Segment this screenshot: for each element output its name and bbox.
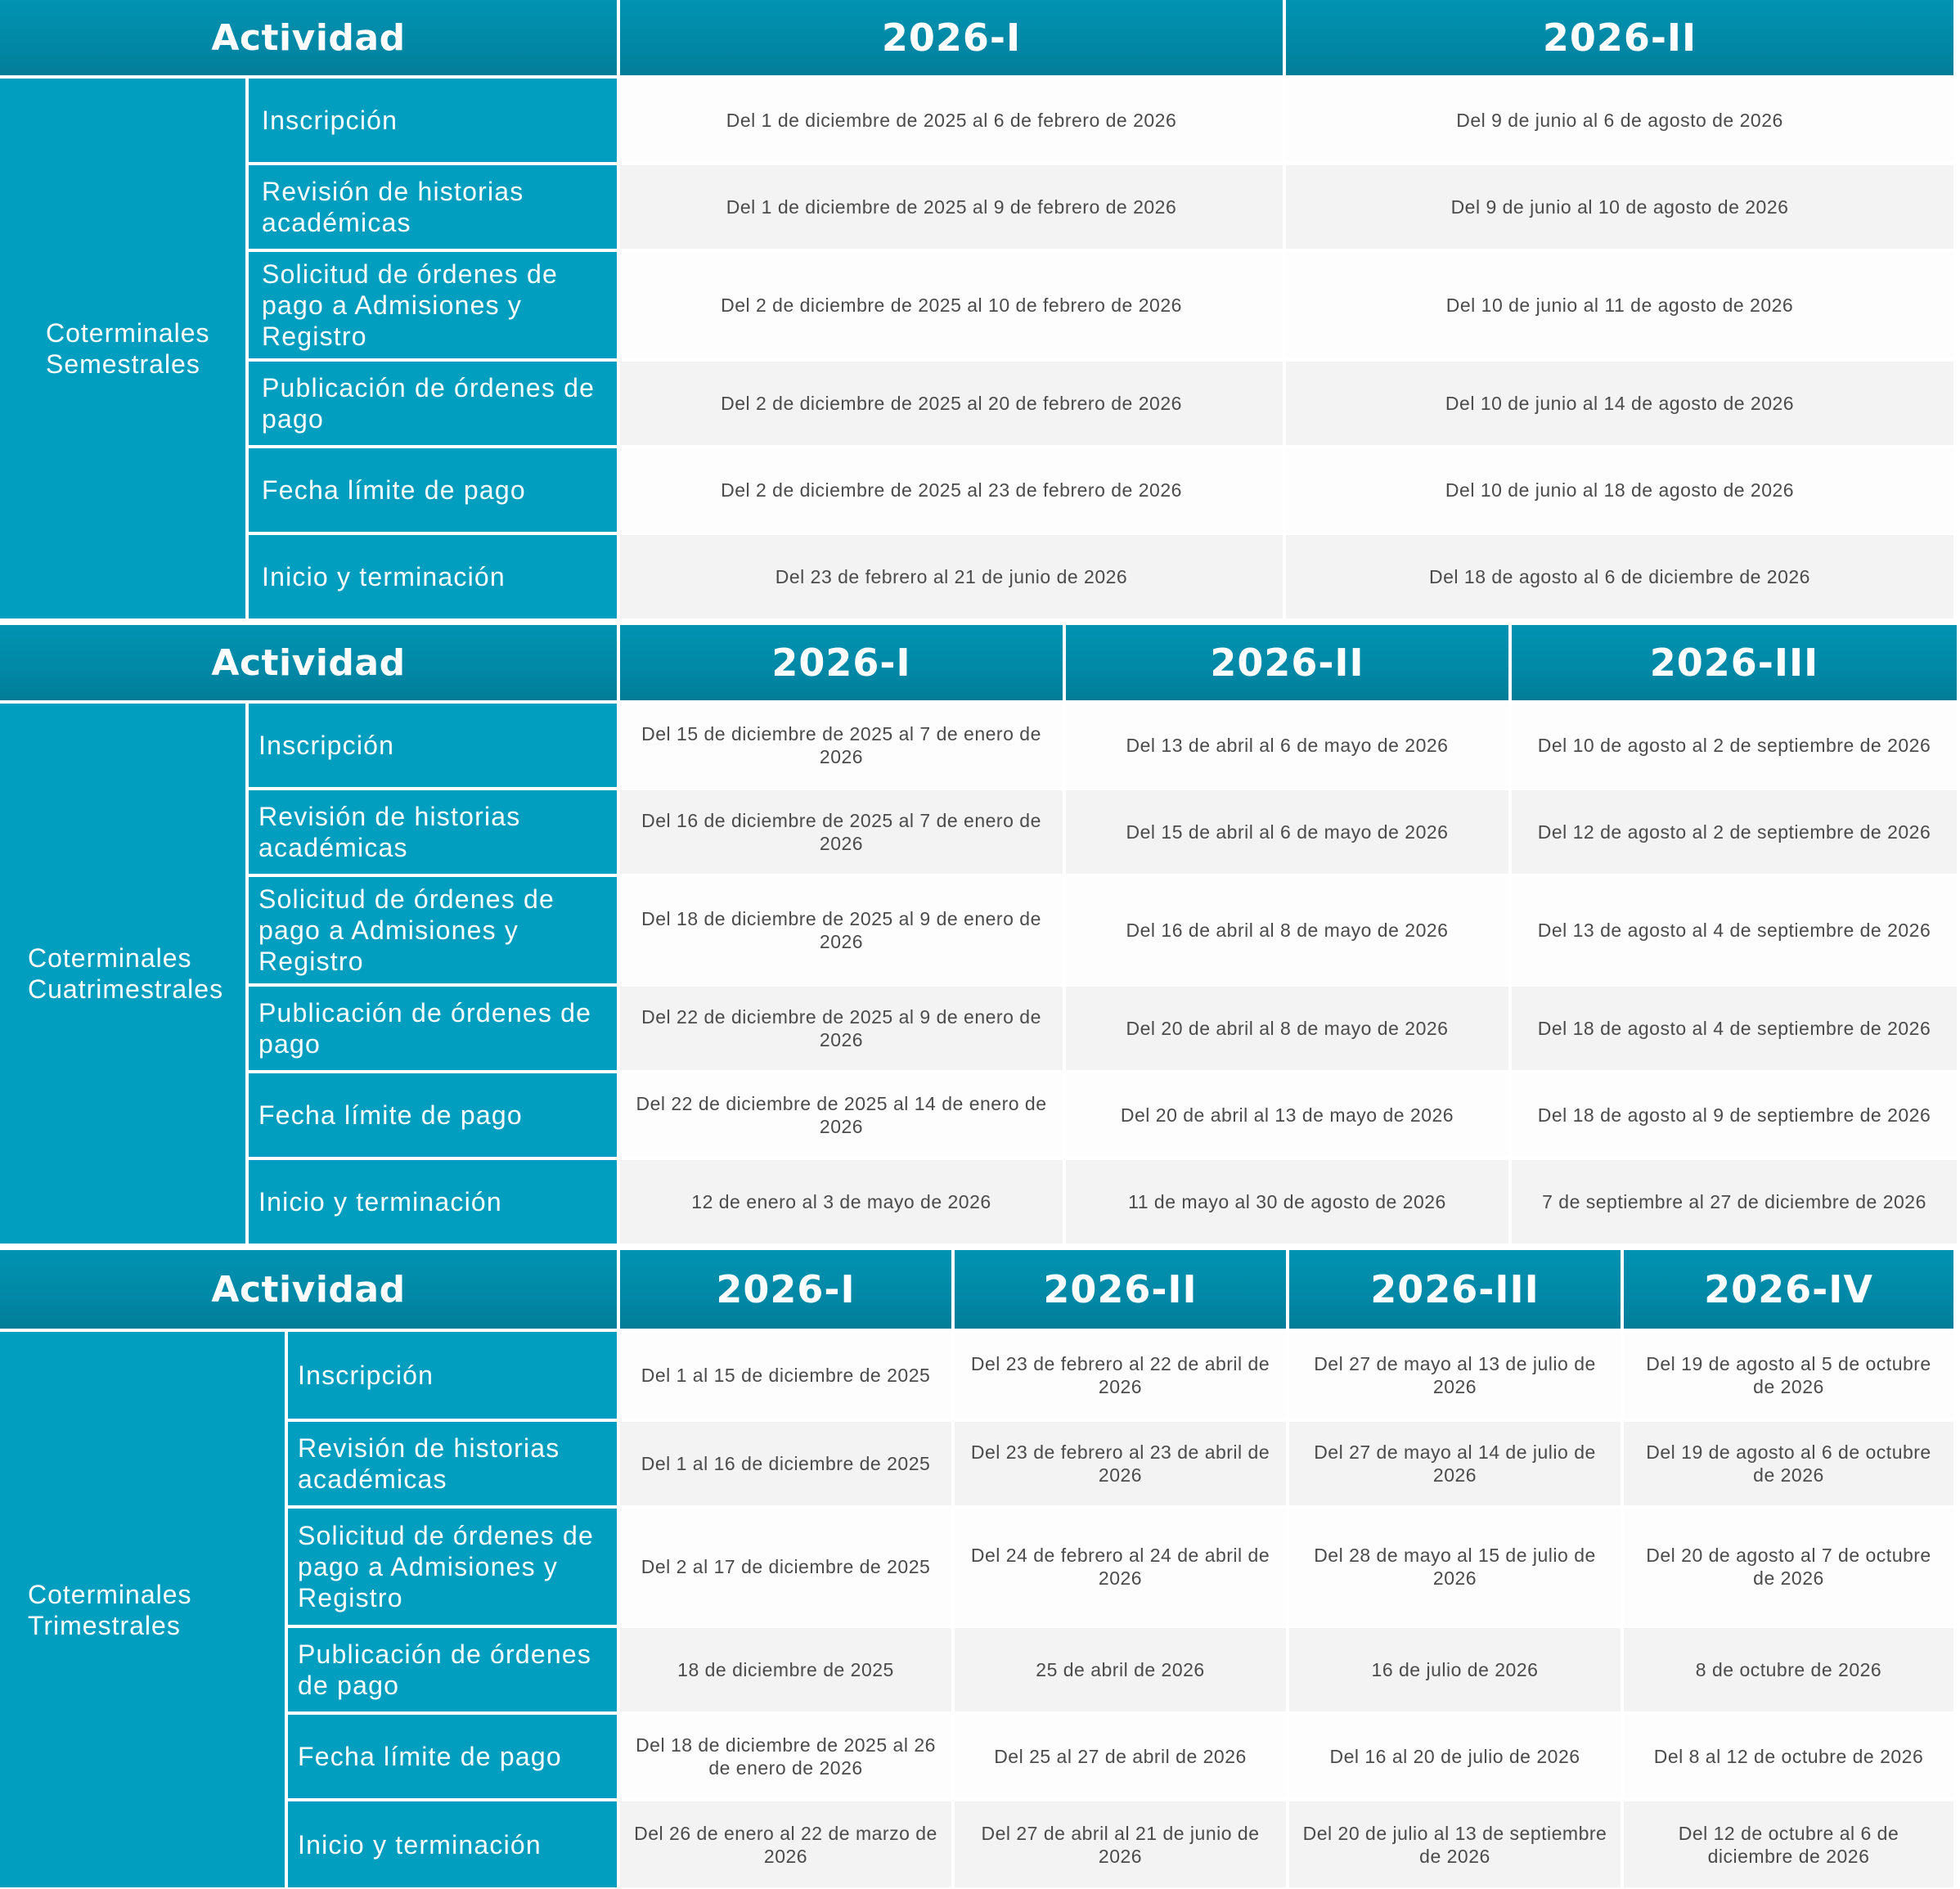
header-period: 2026-II: [1286, 0, 1953, 75]
date-cell: Del 1 de diciembre de 2025 al 6 de febrero de 2026: [620, 79, 1283, 162]
group-label: Coterminales Cuatrimestrales: [0, 704, 245, 1244]
date-cell: Del 2 de diciembre de 2025 al 10 de febrero de 2026: [620, 252, 1283, 358]
date-cell: Del 10 de junio al 11 de agosto de 2026: [1286, 252, 1953, 358]
header-period: 2026-III: [1512, 625, 1957, 700]
header-period: 2026-III: [1289, 1250, 1621, 1329]
header-activity: Actividad: [0, 625, 617, 700]
group-label: Coterminales Semestrales: [0, 79, 245, 618]
date-cell: 11 de mayo al 30 de agosto de 2026: [1066, 1160, 1508, 1244]
header-activity: Actividad: [0, 0, 617, 75]
date-cell: Del 10 de junio al 18 de agosto de 2026: [1286, 448, 1953, 532]
date-cell: Del 8 al 12 de octubre de 2026: [1624, 1715, 1953, 1798]
date-cell: Del 28 de mayo al 15 de julio de 2026: [1289, 1509, 1621, 1625]
activity-label: Fecha límite de pago: [288, 1715, 617, 1798]
date-cell: Del 27 de abril al 21 de junio de 2026: [955, 1801, 1286, 1887]
activity-label: Inicio y terminación: [288, 1801, 617, 1887]
date-cell: Del 20 de agosto al 7 de octubre de 2026: [1624, 1509, 1953, 1625]
date-cell: Del 22 de diciembre de 2025 al 14 de enero de 2026: [620, 1073, 1063, 1157]
header-period: 2026-I: [620, 625, 1063, 700]
date-cell: Del 19 de agosto al 5 de octubre de 2026: [1624, 1332, 1953, 1419]
date-cell: Del 9 de junio al 6 de agosto de 2026: [1286, 79, 1953, 162]
date-cell: Del 13 de abril al 6 de mayo de 2026: [1066, 704, 1508, 787]
activity-label: Inicio y terminación: [249, 535, 617, 618]
date-cell: Del 1 al 16 de diciembre de 2025: [620, 1422, 951, 1505]
date-cell: 18 de diciembre de 2025: [620, 1628, 951, 1711]
date-cell: Del 16 de abril al 8 de mayo de 2026: [1066, 877, 1508, 983]
date-cell: Del 12 de octubre al 6 de diciembre de 2026: [1624, 1801, 1953, 1887]
date-cell: Del 20 de julio al 13 de septiembre de 2026: [1289, 1801, 1621, 1887]
table-trimestrales: [0, 1250, 1960, 1887]
date-cell: Del 26 de enero al 22 de marzo de 2026: [620, 1801, 951, 1887]
activity-label: Solicitud de órdenes de pago a Admisiones y Registro: [249, 252, 617, 358]
activity-label: Inscripción: [249, 704, 617, 787]
header-period: 2026-IV: [1624, 1250, 1953, 1329]
date-cell: 16 de julio de 2026: [1289, 1628, 1621, 1711]
table-cuatrimestrales: [0, 625, 1960, 1244]
activity-label: Fecha límite de pago: [249, 1073, 617, 1157]
date-cell: Del 9 de junio al 10 de agosto de 2026: [1286, 165, 1953, 249]
header-period: 2026-II: [955, 1250, 1286, 1329]
header-period: 2026-II: [1066, 625, 1508, 700]
date-cell: Del 1 de diciembre de 2025 al 9 de febrero de 2026: [620, 165, 1283, 249]
activity-label: Inicio y terminación: [249, 1160, 617, 1244]
date-cell: Del 15 de abril al 6 de mayo de 2026: [1066, 790, 1508, 874]
header-period: 2026-I: [620, 0, 1283, 75]
date-cell: Del 24 de febrero al 24 de abril de 2026: [955, 1509, 1286, 1625]
date-cell: Del 18 de agosto al 4 de septiembre de 2026: [1512, 987, 1957, 1070]
date-cell: Del 20 de abril al 8 de mayo de 2026: [1066, 987, 1508, 1070]
activity-label: Inscripción: [249, 79, 617, 162]
date-cell: Del 18 de diciembre de 2025 al 26 de enero de 2026: [620, 1715, 951, 1798]
date-cell: Del 13 de agosto al 4 de septiembre de 2026: [1512, 877, 1957, 983]
date-cell: Del 16 al 20 de julio de 2026: [1289, 1715, 1621, 1798]
activity-label: Solicitud de órdenes de pago a Admisiones y Registro: [288, 1509, 617, 1625]
date-cell: Del 23 de febrero al 22 de abril de 2026: [955, 1332, 1286, 1419]
date-cell: Del 1 al 15 de diciembre de 2025: [620, 1332, 951, 1419]
date-cell: Del 22 de diciembre de 2025 al 9 de enero de 2026: [620, 987, 1063, 1070]
date-cell: Del 2 al 17 de diciembre de 2025: [620, 1509, 951, 1625]
activity-label: Revisión de historias académicas: [249, 790, 617, 874]
activity-label: Publicación de órdenes de pago: [249, 362, 617, 445]
date-cell: Del 20 de abril al 13 de mayo de 2026: [1066, 1073, 1508, 1157]
table-semestrales: [0, 0, 1960, 618]
date-cell: Del 18 de agosto al 9 de septiembre de 2026: [1512, 1073, 1957, 1157]
date-cell: Del 12 de agosto al 2 de septiembre de 2026: [1512, 790, 1957, 874]
date-cell: 7 de septiembre al 27 de diciembre de 2026: [1512, 1160, 1957, 1244]
group-label: Coterminales Trimestrales: [0, 1332, 285, 1887]
activity-label: Revisión de historias académicas: [249, 165, 617, 249]
activity-label: Publicación de órdenes de pago: [288, 1628, 617, 1711]
activity-label: Revisión de historias académicas: [288, 1422, 617, 1505]
date-cell: Del 18 de agosto al 6 de diciembre de 2026: [1286, 535, 1953, 618]
date-cell: Del 19 de agosto al 6 de octubre de 2026: [1624, 1422, 1953, 1505]
date-cell: Del 27 de mayo al 13 de julio de 2026: [1289, 1332, 1621, 1419]
date-cell: 25 de abril de 2026: [955, 1628, 1286, 1711]
header-activity: Actividad: [0, 1250, 617, 1329]
activity-label: Fecha límite de pago: [249, 448, 617, 532]
date-cell: 12 de enero al 3 de mayo de 2026: [620, 1160, 1063, 1244]
date-cell: Del 10 de junio al 14 de agosto de 2026: [1286, 362, 1953, 445]
date-cell: Del 25 al 27 de abril de 2026: [955, 1715, 1286, 1798]
date-cell: Del 23 de febrero al 21 de junio de 2026: [620, 535, 1283, 618]
date-cell: Del 2 de diciembre de 2025 al 20 de febrero de 2026: [620, 362, 1283, 445]
date-cell: Del 16 de diciembre de 2025 al 7 de enero de 2026: [620, 790, 1063, 874]
activity-label: Solicitud de órdenes de pago a Admisiones y Registro: [249, 877, 617, 983]
activity-label: Inscripción: [288, 1332, 617, 1419]
date-cell: Del 18 de diciembre de 2025 al 9 de enero de 2026: [620, 877, 1063, 983]
date-cell: Del 27 de mayo al 14 de julio de 2026: [1289, 1422, 1621, 1505]
date-cell: Del 2 de diciembre de 2025 al 23 de febrero de 2026: [620, 448, 1283, 532]
date-cell: Del 15 de diciembre de 2025 al 7 de enero de 2026: [620, 704, 1063, 787]
date-cell: Del 10 de agosto al 2 de septiembre de 2026: [1512, 704, 1957, 787]
date-cell: 8 de octubre de 2026: [1624, 1628, 1953, 1711]
date-cell: Del 23 de febrero al 23 de abril de 2026: [955, 1422, 1286, 1505]
activity-label: Publicación de órdenes de pago: [249, 987, 617, 1070]
header-period: 2026-I: [620, 1250, 951, 1329]
